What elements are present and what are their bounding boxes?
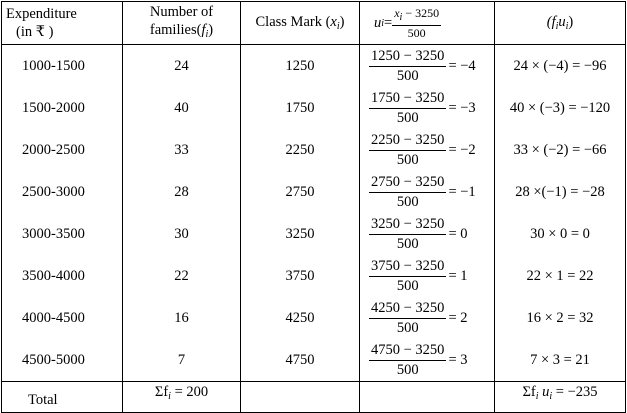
cell-expenditure-range: 1000-1500 <box>2 45 123 88</box>
cell-expenditure-range: 3500-4000 <box>2 255 123 297</box>
header-class-mark: Class Mark $(x_i)$ <box>241 2 360 45</box>
cell-fu-product: 22 × 1 = 22 <box>495 255 626 297</box>
u-numerator: 3750 − 3250 <box>369 258 446 277</box>
u-fraction <box>369 216 446 253</box>
cell-u-value <box>360 339 495 382</box>
cell-class-mark: 4250 <box>241 297 360 339</box>
total-families: $\Sigma f_i = 200$ <box>123 382 241 413</box>
u-numerator: 4250 − 3250 <box>369 300 446 319</box>
u-numerator: 1750 − 3250 <box>369 90 446 109</box>
total-u-empty <box>360 382 495 413</box>
u-fraction <box>369 174 446 211</box>
cell-u-value <box>360 297 495 339</box>
u-result: = 3 <box>448 351 468 368</box>
u-result: = 0 <box>448 225 468 242</box>
table-row <box>2 213 626 255</box>
frequency-table <box>1 1 626 413</box>
u-fraction <box>369 342 446 379</box>
u-numerator: 1250 − 3250 <box>369 48 446 67</box>
u-result: = −3 <box>448 99 476 116</box>
cell-families: 40 <box>123 87 241 129</box>
u-result: = −2 <box>448 141 476 158</box>
cell-families: 33 <box>123 129 241 171</box>
total-label: Total <box>2 382 123 413</box>
cell-class-mark: 2750 <box>241 171 360 213</box>
cell-class-mark: 1750 <box>241 87 360 129</box>
table-row <box>2 129 626 171</box>
cell-fu-product: 24 × (−4) = −96 <box>495 45 626 88</box>
u-denominator: 500 <box>396 277 419 294</box>
cell-fu-product: 16 × 2 = 32 <box>495 297 626 339</box>
u-numerator: 4750 − 3250 <box>369 342 446 361</box>
cell-class-mark: 4750 <box>241 339 360 382</box>
cell-families: 24 <box>123 45 241 88</box>
table-row <box>2 45 626 88</box>
u-result: = 1 <box>448 267 468 284</box>
cell-class-mark: 1250 <box>241 45 360 88</box>
cell-u-value <box>360 87 495 129</box>
header-row <box>2 2 626 45</box>
header-expenditure: Expenditure (in ₹ ) <box>2 2 123 45</box>
u-fraction <box>369 48 446 85</box>
cell-expenditure-range: 2000-2500 <box>2 129 123 171</box>
u-denominator: 500 <box>396 109 419 126</box>
u-result: = 2 <box>448 309 468 326</box>
header-u-formula: u i = $\frac{x_i - 3250}{500}$ <box>360 2 495 45</box>
cell-families: 30 <box>123 213 241 255</box>
u-numerator: 2750 − 3250 <box>369 174 446 193</box>
cell-fu-product: 30 × 0 = 0 <box>495 213 626 255</box>
u-denominator: 500 <box>396 151 419 168</box>
table-row <box>2 87 626 129</box>
total-row <box>2 382 626 413</box>
cell-fu-product: 40 × (−3) = −120 <box>495 87 626 129</box>
u-denominator: 500 <box>396 361 419 378</box>
u-denominator: 500 <box>396 235 419 252</box>
header-u-fraction: $\frac{x_i - 3250}{500}$ <box>394 5 440 40</box>
cell-families: 7 <box>123 339 241 382</box>
cell-class-mark: 3750 <box>241 255 360 297</box>
table-row <box>2 171 626 213</box>
cell-u-value <box>360 129 495 171</box>
u-numerator: 2250 − 3250 <box>369 132 446 151</box>
cell-expenditure-range: 4000-4500 <box>2 297 123 339</box>
cell-fu-product: 7 × 3 = 21 <box>495 339 626 382</box>
cell-fu-product: 33 × (−2) = −66 <box>495 129 626 171</box>
cell-expenditure-range: 1500-2000 <box>2 87 123 129</box>
u-result: = −4 <box>448 57 476 74</box>
u-fraction <box>369 300 446 337</box>
table-row <box>2 297 626 339</box>
header-fu: $(f_iu_i)$ <box>495 2 626 45</box>
cell-u-value <box>360 213 495 255</box>
u-denominator: 500 <box>396 67 419 84</box>
header-number-of-families: Number of $families(f_i)$ <box>123 2 241 45</box>
cell-expenditure-range: 3000-3500 <box>2 213 123 255</box>
u-result: = −1 <box>448 183 476 200</box>
cell-expenditure-range: 2500-3000 <box>2 171 123 213</box>
u-denominator: 500 <box>396 319 419 336</box>
cell-families: 28 <box>123 171 241 213</box>
total-class-mark-empty <box>241 382 360 413</box>
cell-families: 16 <box>123 297 241 339</box>
u-fraction <box>369 258 446 295</box>
cell-u-value <box>360 255 495 297</box>
table-body <box>2 45 626 382</box>
cell-class-mark: 3250 <box>241 213 360 255</box>
cell-u-value <box>360 171 495 213</box>
total-fu: $\Sigma f_i$ $u_i = -235$ <box>495 382 626 413</box>
cell-fu-product: 28 ×(−1) = −28 <box>495 171 626 213</box>
cell-families: 22 <box>123 255 241 297</box>
cell-expenditure-range: 4500-5000 <box>2 339 123 382</box>
cell-class-mark: 2250 <box>241 129 360 171</box>
table-row <box>2 255 626 297</box>
u-numerator: 3250 − 3250 <box>369 216 446 235</box>
u-fraction <box>369 90 446 127</box>
u-fraction <box>369 132 446 169</box>
u-denominator: 500 <box>396 193 419 210</box>
table-row <box>2 339 626 382</box>
cell-u-value <box>360 45 495 88</box>
